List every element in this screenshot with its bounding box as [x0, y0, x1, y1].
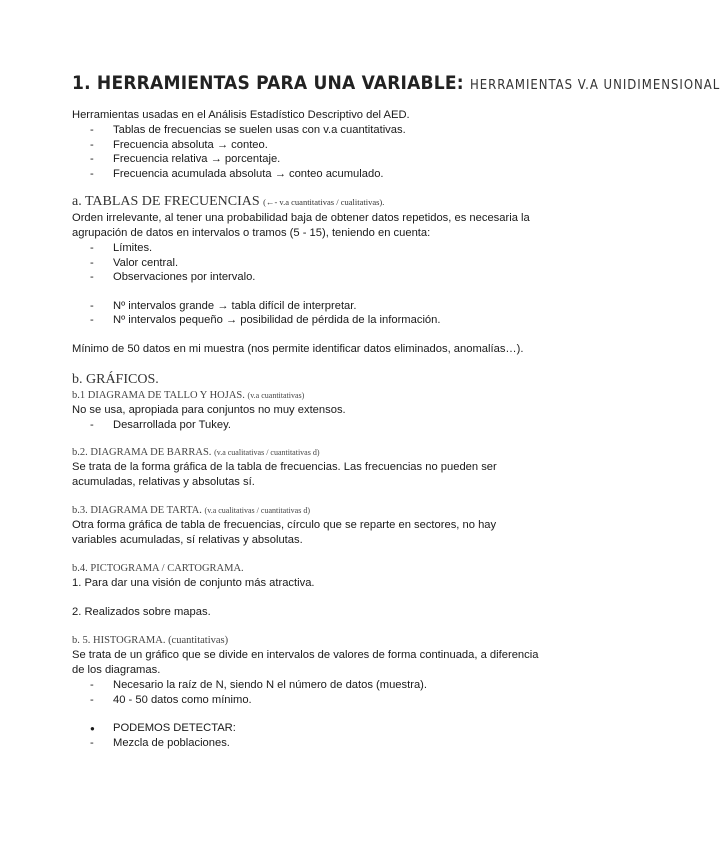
b3-note: (v.a cualitativas / cuantitativas d): [204, 506, 310, 515]
list-item: - Límites.: [90, 241, 542, 256]
title-sub: HERRAMIENTAS V.A UNIDIMENSIONAL: [469, 78, 720, 93]
intro-text: Herramientas usadas en el Análisis Estadístico Descriptivo del AED.: [72, 109, 410, 121]
list-item: - Nº intervalos pequeño → posibilidad de pérdida de la información.: [90, 313, 542, 328]
section-a-list: [72, 241, 542, 285]
b1-text: No se usa, apropiada para conjuntos no muy extensos.: [72, 403, 346, 416]
b3-title: b.3. DIAGRAMA DE TARTA.: [72, 505, 202, 516]
list-item: - Valor central.: [90, 256, 542, 271]
b4-line2: 2. Realizados sobre mapas.: [72, 606, 211, 618]
intro-list: [72, 123, 542, 181]
document-page: [72, 72, 720, 750]
b1-note: (v.a cuantitativas): [247, 390, 305, 400]
title-main: 1. HERRAMIENTAS PARA UNA VARIABLE:: [72, 72, 464, 94]
list-item: - Observaciones por intervalo.: [90, 270, 542, 285]
list-item: - Frecuencia relativa → porcentaje.: [90, 152, 542, 167]
b5-bullet-list: [72, 721, 542, 736]
b2-text: Se trata de la forma gráfica de la tabla de frecuencias. Las frecuencias no pueden ser acumuladas, relativas y absolutas sí.: [72, 461, 497, 488]
b3-text: Otra forma gráfica de tabla de frecuencias, círculo que se reparte en sectores, no hay variables acumuladas, sí relativas y absolutas.: [72, 519, 497, 546]
b2-note: (v.a cualitativas / cuantitativas d): [214, 448, 320, 457]
b5-list: [72, 678, 542, 707]
section-a-heading: [72, 193, 542, 211]
section-a-title: a. TABLAS DE FRECUENCIAS: [72, 194, 260, 209]
list-item: - Desarrollada por Tukey.: [90, 418, 542, 433]
b5-text: Se trata de un gráfico que se divide en intervalos de valores de forma continuada, a diferencia de los diagramas.: [72, 649, 539, 676]
list-item: - 40 - 50 datos como mínimo.: [90, 693, 542, 708]
section-b-heading: b. GRÁFICOS.: [72, 371, 159, 387]
section-a-note: (←- v.a cuantitativas / cualitativas).: [263, 197, 385, 207]
b5-list-2: [72, 736, 542, 751]
b2-title: b.2. DIAGRAMA DE BARRAS.: [72, 447, 212, 458]
b4-heading: b.4. PICTOGRAMA / CARTOGRAMA.: [72, 563, 244, 574]
page-title: [72, 72, 720, 94]
section-a-text: Orden irrelevante, al tener una probabilidad baja de obtener datos repetidos, es necesaria la agrupación de datos en intervalos o tramos (5 - 15), teniendo en cuenta:: [72, 212, 530, 239]
list-item: - Frecuencia acumulada absoluta → conteo acumulado.: [90, 167, 542, 182]
list-item: - Frecuencia absoluta → conteo.: [90, 138, 542, 153]
b1-heading: [72, 389, 542, 403]
list-item: - Necesario la raíz de N, siendo N el número de datos (muestra).: [90, 678, 542, 693]
list-item: - Tablas de frecuencias se suelen usas con v.a cuantitativas.: [90, 123, 542, 138]
b5-heading: b. 5. HISTOGRAMA. (cuantitativas): [72, 635, 229, 646]
list-item: - Nº intervalos grande → tabla difícil de interpretar.: [90, 299, 542, 314]
section-a-list-2: [72, 299, 542, 328]
b1-list: [72, 418, 542, 433]
b1-title: b.1 DIAGRAMA DE TALLO Y HOJAS.: [72, 389, 245, 401]
list-item: - Mezcla de poblaciones.: [90, 736, 542, 751]
b4-line1: 1. Para dar una visión de conjunto más atractiva.: [72, 577, 315, 589]
section-a-min-text: Mínimo de 50 datos en mi muestra (nos permite identificar datos eliminados, anomalías…).: [72, 342, 524, 355]
b3-heading: [72, 504, 542, 518]
b2-heading: [72, 446, 542, 460]
list-item: ● PODEMOS DETECTAR:: [90, 721, 542, 736]
